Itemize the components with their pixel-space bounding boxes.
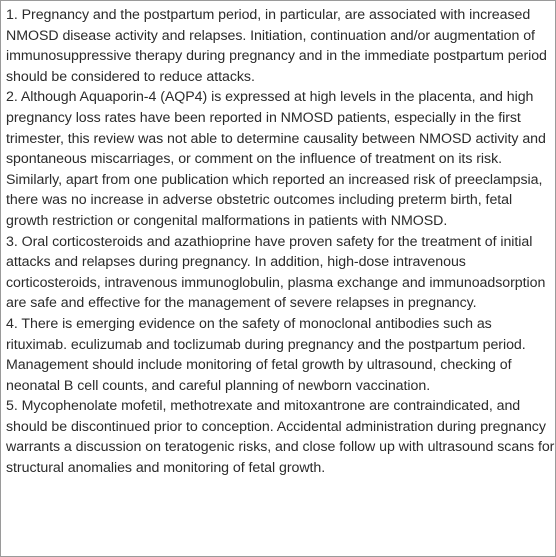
key-point-3: 3. Oral corticosteroids and azathioprine have proven safety for the treatment of initial attacks and relapses during pregnancy. In addition, high-dose intravenous corticosteroids, intravenous immunoglobulin, plasma exchange and immunoadsorption are safe and effective for the management of severe relapses in pregnancy. xyxy=(6,233,546,312)
key-points-list xyxy=(6,5,556,479)
key-point-4: 4. There is emerging evidence on the safety of monoclonal antibodies such as rituximab. eculizumab and toclizumab during pregnancy and the postpartum period. Management should include monitoring of fetal growth by ultrasound, checking of neonatal B cell counts, and careful planning of newborn vaccination. xyxy=(6,315,526,394)
key-point-1: 1. Pregnancy and the postpartum period, in particular, are associated with increased NMOSD disease activity and relapses. Initiation, continuation and/or augmentation of immunosuppressive therapy during pregnancy and in the immediate postpartum period should be considered to reduce attacks. xyxy=(6,7,547,85)
key-point-5: 5. Mycophenolate mofetil, methotrexate and mitoxantrone are contraindicated, and should be discontinued prior to conception. Accidental administration during pregnancy warrants a discussion on teratogenic risks, and close follow up with ultrasound scans for structural anomalies and monitoring of fetal growth. xyxy=(6,398,555,477)
key-point-2: 2. Although Aquaporin-4 (AQP4) is expressed at high levels in the placenta, and high pregnancy loss rates have been reported in NMOSD patients, especially in the first trimester, this review was not able to determine causality between NMOSD activity and spontaneous miscarriages, or comment on the influence of treatment on its risk. Similarly, apart from one publication which reported an increased risk of preeclampsia, there was no increase in adverse obstetric outcomes including preterm birth, fetal growth restriction or congenital malformations in patients with NMOSD. xyxy=(6,89,546,229)
